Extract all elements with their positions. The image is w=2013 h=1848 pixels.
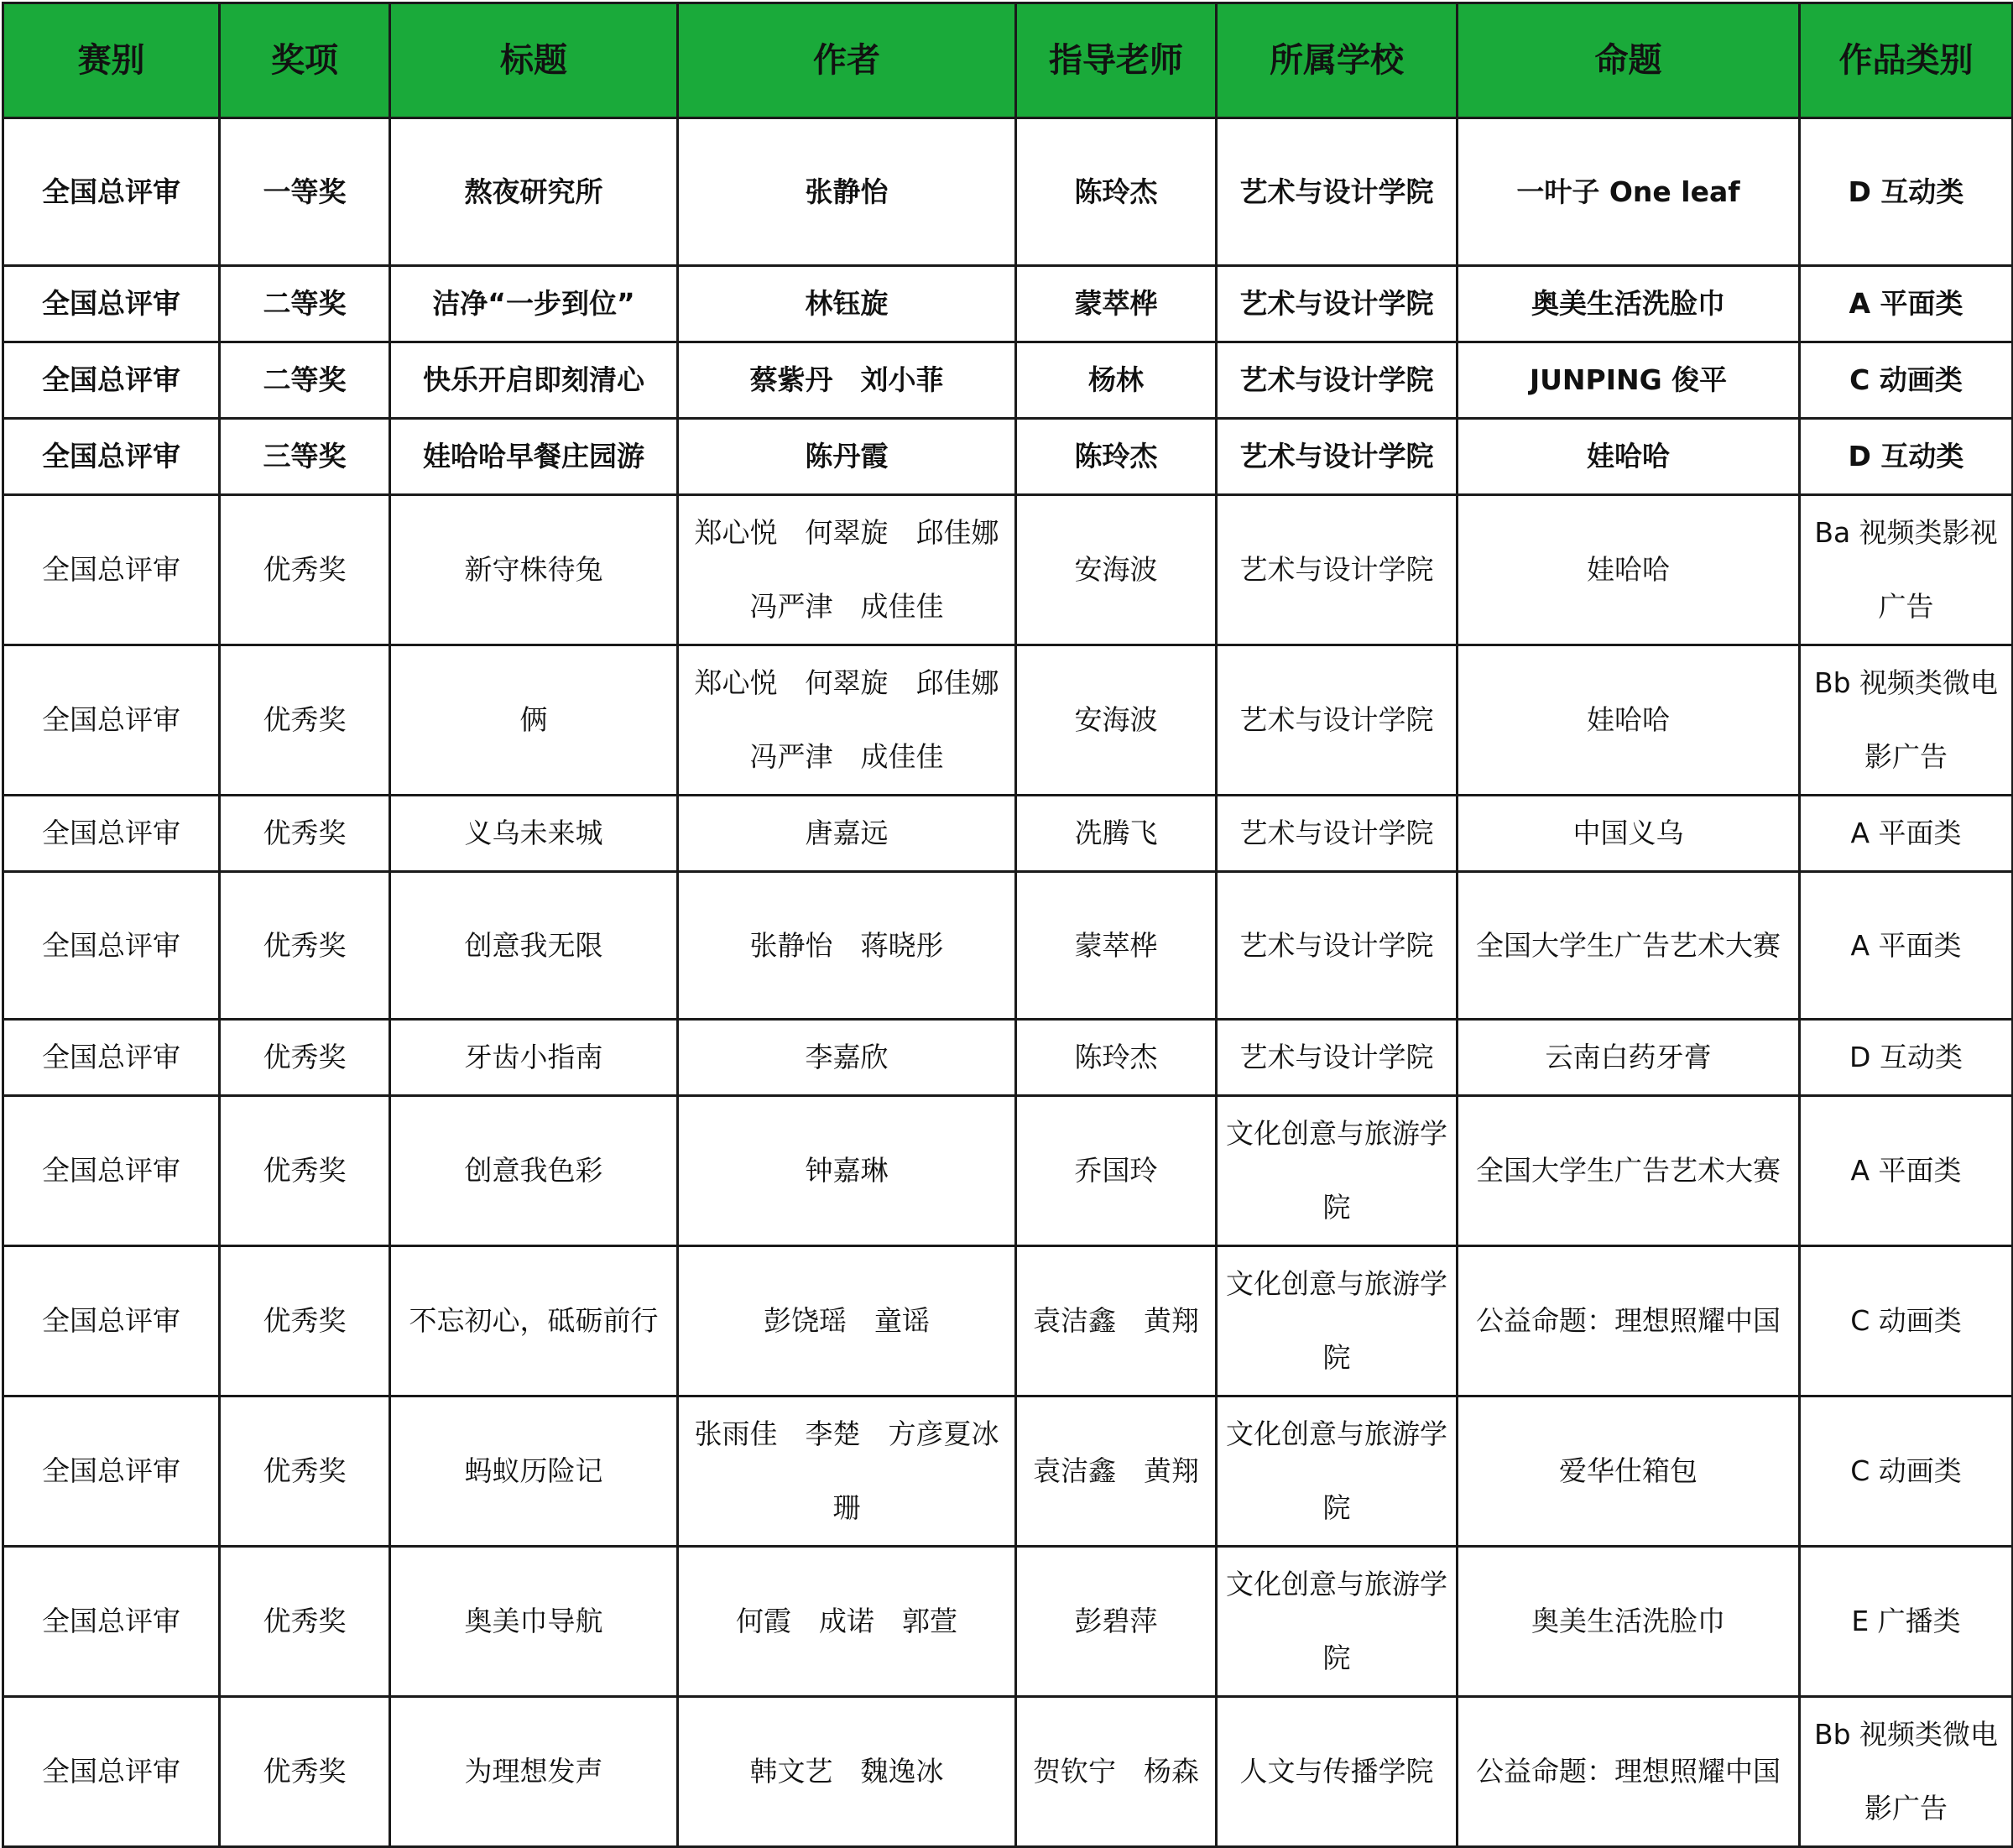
title-cell: 熬夜研究所 xyxy=(390,118,678,266)
table-row xyxy=(3,1697,2013,1847)
table-row xyxy=(3,1246,2013,1396)
topic-cell: 公益命题：理想照耀中国 xyxy=(1458,1246,1800,1396)
topic-cell: 一叶子 One leaf xyxy=(1458,118,1800,266)
contest-cell: 全国总评审 xyxy=(3,645,220,796)
author-cell: 郑心悦 何翠旋 邱佳娜 冯严津 成佳佳 xyxy=(678,645,1016,796)
school-cell: 艺术与设计学院 xyxy=(1217,872,1458,1020)
contest-cell: 全国总评审 xyxy=(3,419,220,495)
school-cell: 艺术与设计学院 xyxy=(1217,118,1458,266)
column-header: 作者 xyxy=(678,3,1016,118)
award-cell: 二等奖 xyxy=(220,342,390,419)
advisor-cell: 陈玲杰 xyxy=(1016,118,1217,266)
contest-cell: 全国总评审 xyxy=(3,1246,220,1396)
topic-cell: 娃哈哈 xyxy=(1458,645,1800,796)
award-cell: 优秀奖 xyxy=(220,1697,390,1847)
column-header: 指导老师 xyxy=(1016,3,1217,118)
table-row xyxy=(3,796,2013,872)
school-cell: 艺术与设计学院 xyxy=(1217,342,1458,419)
award-cell: 优秀奖 xyxy=(220,796,390,872)
author-cell: 张雨佳 李楚 方彦夏冰珊 xyxy=(678,1396,1016,1547)
contest-cell: 全国总评审 xyxy=(3,266,220,342)
school-cell: 艺术与设计学院 xyxy=(1217,419,1458,495)
category-cell: C 动画类 xyxy=(1800,1396,2013,1547)
category-cell: A 平面类 xyxy=(1800,872,2013,1020)
author-cell: 郑心悦 何翠旋 邱佳娜 冯严津 成佳佳 xyxy=(678,495,1016,645)
topic-cell: 奥美生活洗脸巾 xyxy=(1458,1547,1800,1697)
advisor-cell: 安海波 xyxy=(1016,495,1217,645)
column-header: 命题 xyxy=(1458,3,1800,118)
category-cell: A 平面类 xyxy=(1800,796,2013,872)
author-cell: 陈丹霞 xyxy=(678,419,1016,495)
title-cell: 蚂蚁历险记 xyxy=(390,1396,678,1547)
award-cell: 三等奖 xyxy=(220,419,390,495)
category-cell: Ba 视频类影视广告 xyxy=(1800,495,2013,645)
school-cell: 艺术与设计学院 xyxy=(1217,495,1458,645)
author-cell: 林钰旋 xyxy=(678,266,1016,342)
topic-cell: 公益命题：理想照耀中国 xyxy=(1458,1697,1800,1847)
table-row xyxy=(3,872,2013,1020)
advisor-cell: 贺钦宁 杨森 xyxy=(1016,1697,1217,1847)
table-row xyxy=(3,419,2013,495)
school-cell: 文化创意与旅游学院 xyxy=(1217,1547,1458,1697)
advisor-cell: 杨林 xyxy=(1016,342,1217,419)
advisor-cell: 蒙萃桦 xyxy=(1016,872,1217,1020)
table-row xyxy=(3,1396,2013,1547)
category-cell: C 动画类 xyxy=(1800,342,2013,419)
contest-cell: 全国总评审 xyxy=(3,342,220,419)
category-cell: D 互动类 xyxy=(1800,1020,2013,1096)
award-cell: 优秀奖 xyxy=(220,1396,390,1547)
column-header: 所属学校 xyxy=(1217,3,1458,118)
title-cell: 俩 xyxy=(390,645,678,796)
contest-cell: 全国总评审 xyxy=(3,1697,220,1847)
category-cell: D 互动类 xyxy=(1800,118,2013,266)
advisor-cell: 彭碧萍 xyxy=(1016,1547,1217,1697)
category-cell: E 广播类 xyxy=(1800,1547,2013,1697)
category-cell: D 互动类 xyxy=(1800,419,2013,495)
advisor-cell: 安海波 xyxy=(1016,645,1217,796)
table-row xyxy=(3,1096,2013,1246)
contest-cell: 全国总评审 xyxy=(3,495,220,645)
school-cell: 艺术与设计学院 xyxy=(1217,1020,1458,1096)
column-header: 标题 xyxy=(390,3,678,118)
author-cell: 彭饶瑶 童谣 xyxy=(678,1246,1016,1396)
title-cell: 义乌未来城 xyxy=(390,796,678,872)
title-cell: 奥美巾导航 xyxy=(390,1547,678,1697)
author-cell: 李嘉欣 xyxy=(678,1020,1016,1096)
title-cell: 娃哈哈早餐庄园游 xyxy=(390,419,678,495)
author-cell: 张静怡 xyxy=(678,118,1016,266)
contest-cell: 全国总评审 xyxy=(3,796,220,872)
author-cell: 钟嘉琳 xyxy=(678,1096,1016,1246)
advisor-cell: 袁洁鑫 黄翔 xyxy=(1016,1246,1217,1396)
contest-cell: 全国总评审 xyxy=(3,1096,220,1246)
author-cell: 张静怡 蒋晓彤 xyxy=(678,872,1016,1020)
topic-cell: 娃哈哈 xyxy=(1458,419,1800,495)
author-cell: 蔡紫丹 刘小菲 xyxy=(678,342,1016,419)
contest-cell: 全国总评审 xyxy=(3,1547,220,1697)
school-cell: 文化创意与旅游学院 xyxy=(1217,1096,1458,1246)
category-cell: Bb 视频类微电影广告 xyxy=(1800,645,2013,796)
table-row xyxy=(3,266,2013,342)
column-header: 奖项 xyxy=(220,3,390,118)
author-cell: 唐嘉远 xyxy=(678,796,1016,872)
award-cell: 优秀奖 xyxy=(220,1096,390,1246)
award-cell: 优秀奖 xyxy=(220,495,390,645)
awards-table xyxy=(2,2,2013,1848)
table-row xyxy=(3,1547,2013,1697)
author-cell: 何霞 成诺 郭萱 xyxy=(678,1547,1016,1697)
table-row xyxy=(3,342,2013,419)
school-cell: 艺术与设计学院 xyxy=(1217,645,1458,796)
topic-cell: 娃哈哈 xyxy=(1458,495,1800,645)
topic-cell: 云南白药牙膏 xyxy=(1458,1020,1800,1096)
category-cell: C 动画类 xyxy=(1800,1246,2013,1396)
award-cell: 优秀奖 xyxy=(220,1547,390,1697)
award-cell: 二等奖 xyxy=(220,266,390,342)
school-cell: 人文与传播学院 xyxy=(1217,1697,1458,1847)
title-cell: 不忘初心，砥砺前行 xyxy=(390,1246,678,1396)
title-cell: 洁净“一步到位” xyxy=(390,266,678,342)
table-row xyxy=(3,118,2013,266)
topic-cell: 中国义乌 xyxy=(1458,796,1800,872)
category-cell: A 平面类 xyxy=(1800,266,2013,342)
advisor-cell: 陈玲杰 xyxy=(1016,1020,1217,1096)
table-row xyxy=(3,495,2013,645)
school-cell: 文化创意与旅游学院 xyxy=(1217,1246,1458,1396)
topic-cell: 全国大学生广告艺术大赛 xyxy=(1458,1096,1800,1246)
topic-cell: 全国大学生广告艺术大赛 xyxy=(1458,872,1800,1020)
contest-cell: 全国总评审 xyxy=(3,1020,220,1096)
award-cell: 优秀奖 xyxy=(220,872,390,1020)
table-row xyxy=(3,645,2013,796)
title-cell: 新守株待兔 xyxy=(390,495,678,645)
award-cell: 优秀奖 xyxy=(220,1246,390,1396)
category-cell: A 平面类 xyxy=(1800,1096,2013,1246)
table-body xyxy=(3,118,2013,1847)
topic-cell: 奥美生活洗脸巾 xyxy=(1458,266,1800,342)
title-cell: 创意我无限 xyxy=(390,872,678,1020)
column-header: 作品类别 xyxy=(1800,3,2013,118)
contest-cell: 全国总评审 xyxy=(3,1396,220,1547)
contest-cell: 全国总评审 xyxy=(3,872,220,1020)
title-cell: 为理想发声 xyxy=(390,1697,678,1847)
award-cell: 优秀奖 xyxy=(220,1020,390,1096)
school-cell: 艺术与设计学院 xyxy=(1217,266,1458,342)
topic-cell: JUNPING 俊平 xyxy=(1458,342,1800,419)
author-cell: 韩文艺 魏逸冰 xyxy=(678,1697,1016,1847)
title-cell: 牙齿小指南 xyxy=(390,1020,678,1096)
advisor-cell: 袁洁鑫 黄翔 xyxy=(1016,1396,1217,1547)
category-cell: Bb 视频类微电影广告 xyxy=(1800,1697,2013,1847)
advisor-cell: 陈玲杰 xyxy=(1016,419,1217,495)
advisor-cell: 乔国玲 xyxy=(1016,1096,1217,1246)
school-cell: 艺术与设计学院 xyxy=(1217,796,1458,872)
header-row xyxy=(3,3,2013,118)
table-row xyxy=(3,1020,2013,1096)
topic-cell: 爱华仕箱包 xyxy=(1458,1396,1800,1547)
column-header: 赛别 xyxy=(3,3,220,118)
title-cell: 创意我色彩 xyxy=(390,1096,678,1246)
award-cell: 一等奖 xyxy=(220,118,390,266)
award-cell: 优秀奖 xyxy=(220,645,390,796)
advisor-cell: 冼腾飞 xyxy=(1016,796,1217,872)
school-cell: 文化创意与旅游学院 xyxy=(1217,1396,1458,1547)
advisor-cell: 蒙萃桦 xyxy=(1016,266,1217,342)
contest-cell: 全国总评审 xyxy=(3,118,220,266)
title-cell: 快乐开启即刻清心 xyxy=(390,342,678,419)
